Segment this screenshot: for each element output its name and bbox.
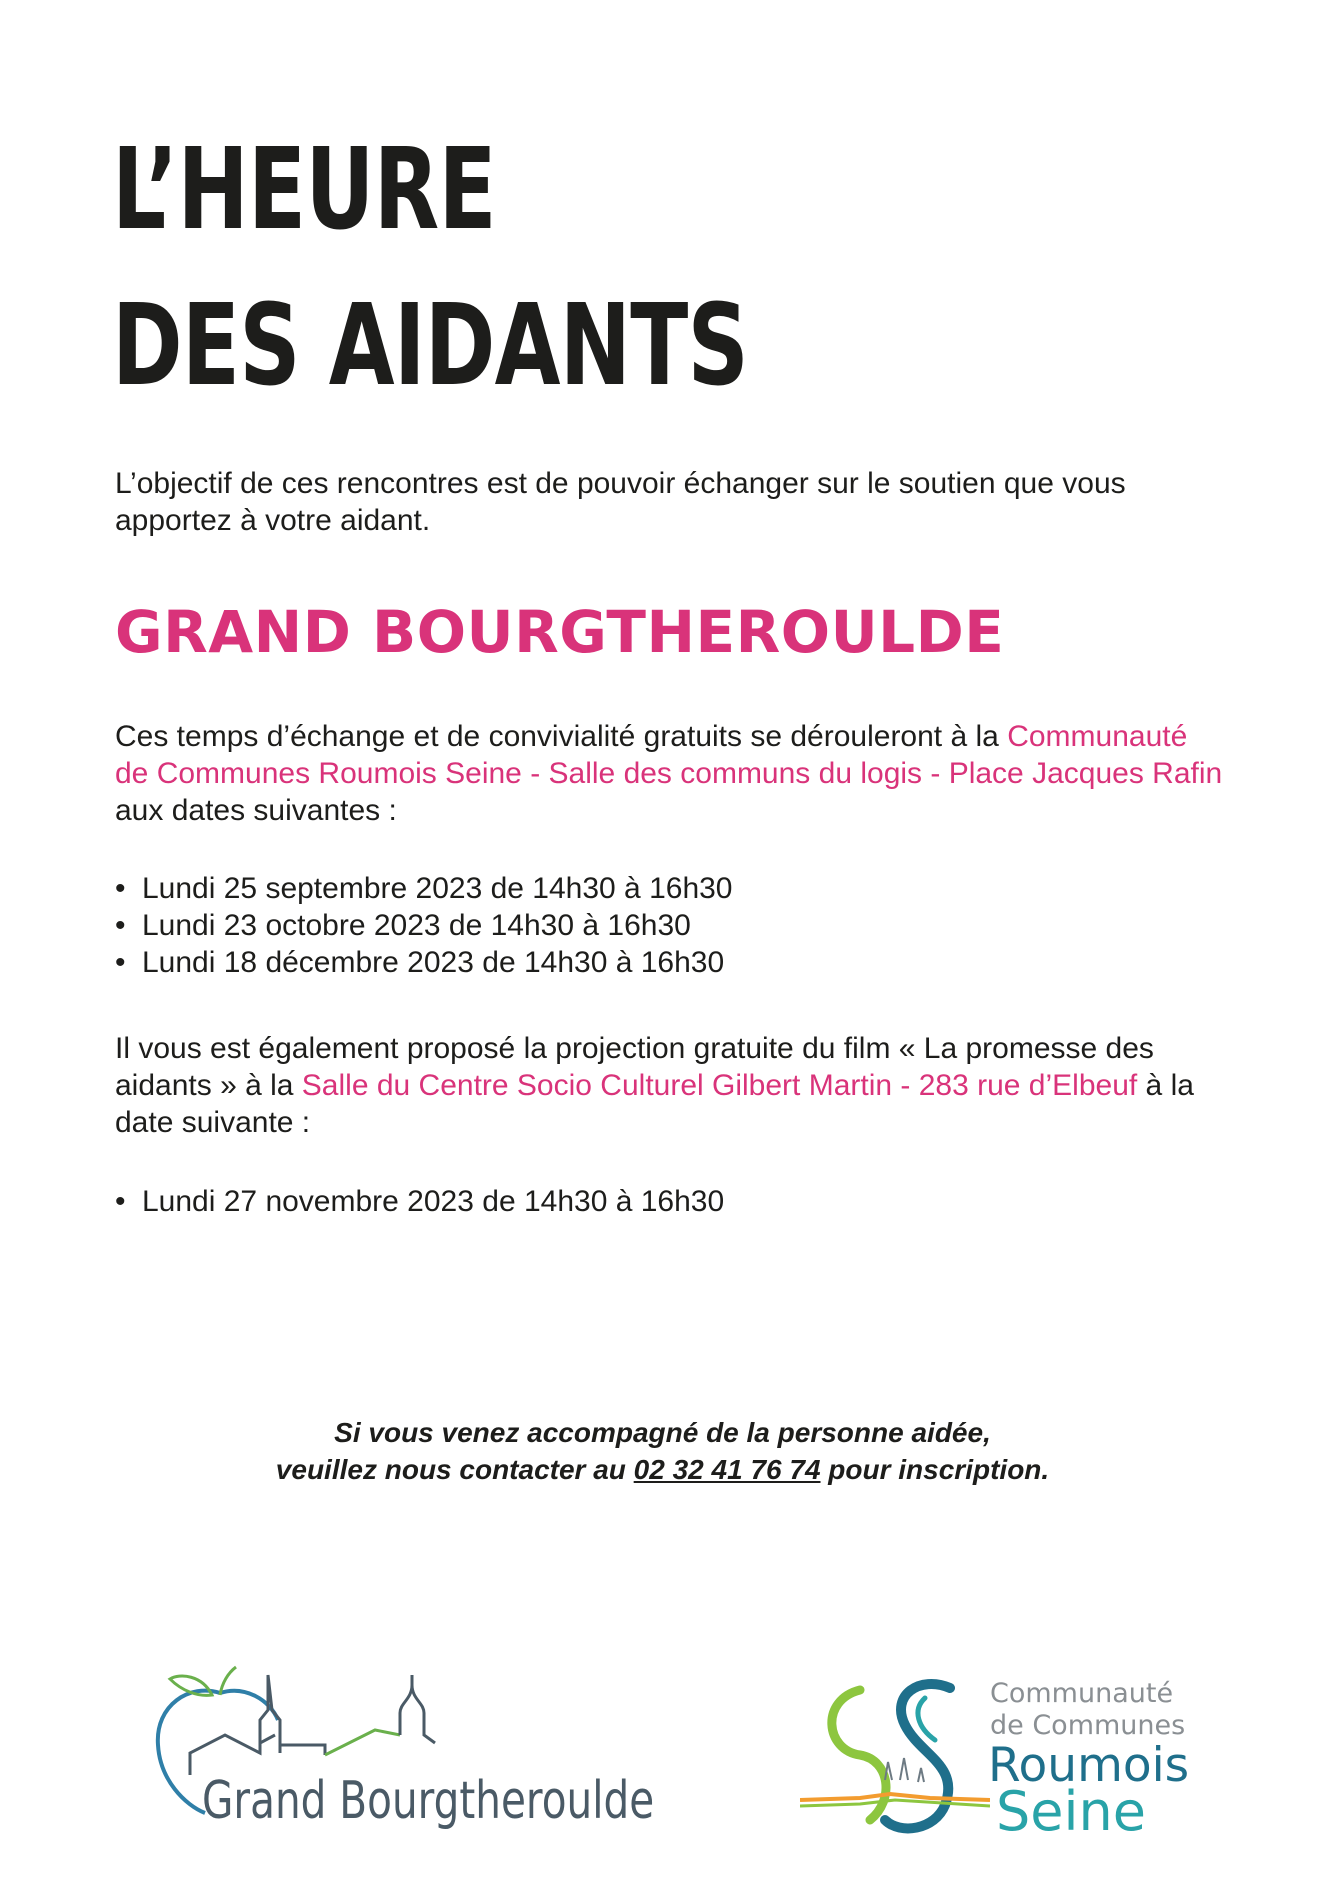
roumois-seine-line-2: de Communes (990, 1710, 1186, 1741)
contact-note (0, 1414, 1325, 1488)
film-paragraph (115, 1030, 1225, 1141)
grand-bourgtheroulde-logo (150, 1665, 660, 1840)
date-text: Lundi 27 novembre 2023 de 14h30 à 16h30 (142, 1185, 725, 1218)
roumois-seine-line-1: Communauté (990, 1678, 1174, 1709)
list-item (115, 870, 733, 907)
bullet: • (115, 872, 126, 905)
contact-line-2-after: pour inscription. (820, 1454, 1050, 1485)
bullet: • (115, 1185, 126, 1218)
phone-number-link[interactable]: 02 32 41 76 74 (633, 1454, 821, 1485)
venue-location: Communauté de Communes Roumois Seine - Salle des communs du logis - Place Jacques Rafin (115, 720, 1223, 790)
list-item (115, 1183, 724, 1220)
date-text: Lundi 18 décembre 2023 de 14h30 à 16h30 (142, 946, 725, 979)
film-location: Salle du Centre Socio Culturel Gilbert Martin - 283 rue d’Elbeuf (301, 1069, 1138, 1102)
film-text-before: Il vous est également proposé la projection gratuite du film « La promesse des aidants » à la (115, 1032, 1154, 1102)
venue-text-before: Ces temps d’échange et de convivialité gratuits se dérouleront à la (115, 720, 1008, 753)
bullet: • (115, 909, 126, 942)
roumois-seine-emblem-icon (800, 1670, 990, 1840)
bullet: • (115, 946, 126, 979)
film-text-after: à la date suivante : (115, 1069, 1194, 1139)
contact-line-1: Si vous venez accompagné de la personne aidée, (334, 1417, 991, 1448)
intro-paragraph: L’objectif de ces rencontres est de pouvoir échanger sur le soutien que vous apportez à votre aidant. (115, 467, 1126, 537)
venue-text-after: aux dates suivantes : (115, 794, 397, 827)
meeting-dates-list (115, 870, 733, 981)
date-text: Lundi 23 octobre 2023 de 14h30 à 16h30 (142, 909, 691, 942)
list-item (115, 944, 733, 981)
contact-line-2-before: veuillez nous contacter au (275, 1454, 634, 1485)
roumois-seine-line-4: Seine (996, 1780, 1146, 1843)
list-item (115, 907, 733, 944)
title-line-1: L’HEURE (112, 125, 496, 255)
roumois-seine-logo (800, 1670, 1190, 1843)
date-text: Lundi 25 septembre 2023 de 14h30 à 16h30 (142, 872, 733, 905)
title-line-2: DES AIDANTS (112, 281, 749, 411)
film-dates-list (115, 1183, 724, 1220)
city-heading: GRAND BOURGTHEROULDE (115, 598, 1005, 666)
page-title (112, 112, 748, 424)
grand-bourgtheroulde-wordmark: Grand Bourgtheroulde (202, 1771, 655, 1831)
roumois-seine-line-3: Roumois (988, 1738, 1190, 1793)
venue-paragraph (115, 718, 1225, 829)
